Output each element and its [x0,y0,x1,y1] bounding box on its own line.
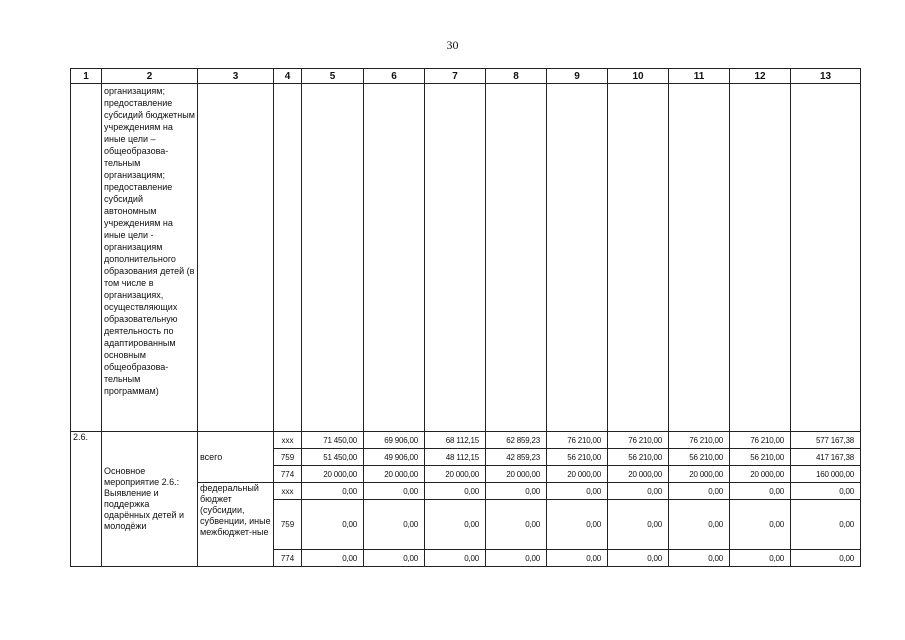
value-cell: 20 000,00 [730,466,791,483]
value-cell: 0,00 [425,550,486,567]
value-cell: 0,00 [730,483,791,500]
value-cell: 48 112,15 [425,449,486,466]
value-cell: 0,00 [608,550,669,567]
value-cell: 0,00 [364,550,425,567]
value-cell: 0,00 [302,500,364,550]
value-cell: 68 112,15 [425,432,486,449]
value-cell: 20 000,00 [425,466,486,483]
value-cell: 71 450,00 [302,432,364,449]
col-header: 12 [730,69,791,84]
continuation-description: организациям; предоставление субсидий бюджетным учреждениям на иные цели – общеобразова-тельным организациям; предоставление субсидий автономным учреждениям на иные цели - организациям дополнительного образования детей (в том числе в организациях, осуществляющих образовательную деятельность по адаптированным основным общеобразова-тельным программам) [102,84,198,432]
value-cell: 0,00 [364,483,425,500]
budget-table [70,68,861,567]
col-header: 2 [102,69,198,84]
value-cell: 76 210,00 [669,432,730,449]
value-cell: 62 859,23 [486,432,547,449]
funding-source: всего [198,432,274,483]
value-cell: 20 000,00 [608,466,669,483]
col-header: 6 [364,69,425,84]
code-cell: 759 [274,500,302,550]
value-cell: 20 000,00 [669,466,730,483]
value-cell: 0,00 [669,550,730,567]
col-header: 3 [198,69,274,84]
col-header: 5 [302,69,364,84]
value-cell: 76 210,00 [547,432,608,449]
total-cell: 577 167,38 [791,432,861,449]
col-header: 11 [669,69,730,84]
value-cell: 0,00 [547,500,608,550]
value-cell: 0,00 [730,550,791,567]
value-cell: 51 450,00 [302,449,364,466]
value-cell: 76 210,00 [608,432,669,449]
value-cell: 0,00 [486,550,547,567]
total-cell: 0,00 [791,483,861,500]
value-cell: 20 000,00 [486,466,547,483]
col-header: 13 [791,69,861,84]
col-header: 9 [547,69,608,84]
code-cell: ххх [274,432,302,449]
value-cell: 0,00 [486,483,547,500]
col-header: 8 [486,69,547,84]
value-cell: 0,00 [486,500,547,550]
value-cell: 56 210,00 [730,449,791,466]
col-header: 7 [425,69,486,84]
value-cell: 42 859,23 [486,449,547,466]
value-cell: 56 210,00 [669,449,730,466]
value-cell: 20 000,00 [364,466,425,483]
col-header: 4 [274,69,302,84]
item-number: 2.6. [71,432,102,567]
value-cell: 69 906,00 [364,432,425,449]
value-cell: 0,00 [547,483,608,500]
value-cell: 0,00 [608,483,669,500]
value-cell: 49 906,00 [364,449,425,466]
code-cell: ххх [274,483,302,500]
col-header: 10 [608,69,669,84]
value-cell: 56 210,00 [547,449,608,466]
value-cell: 0,00 [302,550,364,567]
value-cell: 0,00 [425,500,486,550]
value-cell: 76 210,00 [730,432,791,449]
code-cell: 759 [274,449,302,466]
value-cell: 0,00 [608,500,669,550]
column-numbers-row [71,69,861,84]
value-cell: 0,00 [547,550,608,567]
item-name: Основное мероприятие 2.6.: Выявление и поддержка одарённых детей и молодёжи [102,432,198,567]
page-number: 30 [446,38,459,52]
funding-source: федеральный бюджет (субсидии, субвенции, иные межбюджет-ные [198,483,274,567]
col-header: 1 [71,69,102,84]
total-cell: 0,00 [791,500,861,550]
total-cell: 0,00 [791,550,861,567]
value-cell: 0,00 [302,483,364,500]
value-cell: 0,00 [730,500,791,550]
value-cell: 0,00 [669,483,730,500]
total-cell: 160 000,00 [791,466,861,483]
value-cell: 56 210,00 [608,449,669,466]
value-cell: 20 000,00 [547,466,608,483]
code-cell: 774 [274,550,302,567]
table-row [71,432,861,449]
value-cell: 0,00 [669,500,730,550]
code-cell: 774 [274,466,302,483]
value-cell: 0,00 [364,500,425,550]
continuation-row [71,84,861,432]
value-cell: 0,00 [425,483,486,500]
total-cell: 417 167,38 [791,449,861,466]
value-cell: 20 000,00 [302,466,364,483]
